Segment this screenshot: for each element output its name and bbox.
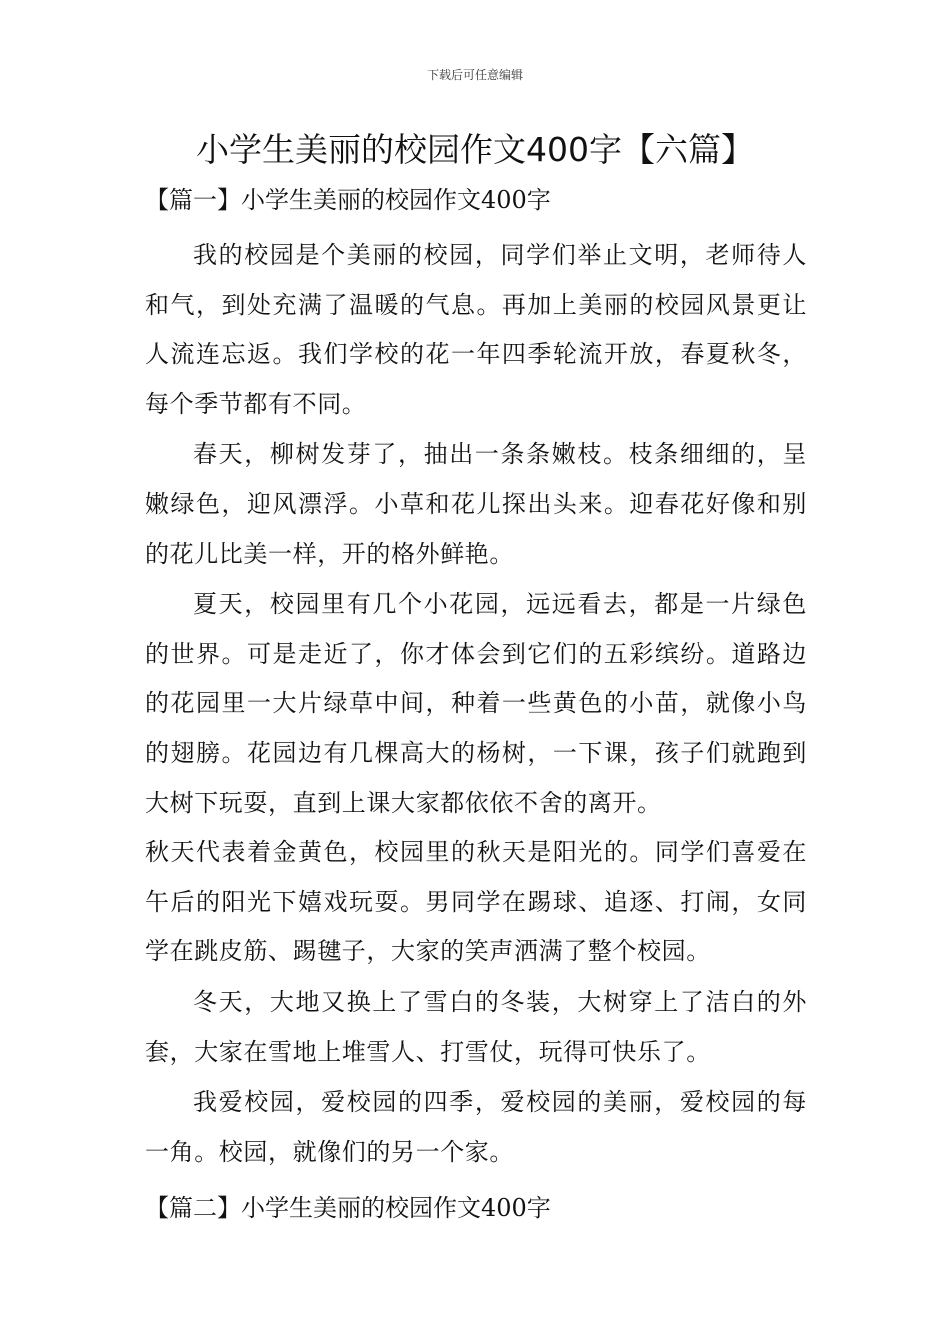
section-heading-1: 【篇一】小学生美丽的校园作文400字 bbox=[145, 186, 551, 214]
paragraph-5: 冬天，大地又换上了雪白的冬装，大树穿上了洁白的外套，大家在雪地上堆雪人、打雪仗，玩得可快乐了。 bbox=[145, 987, 807, 1066]
section-heading-2: 【篇二】小学生美丽的校园作文400字 bbox=[145, 1194, 551, 1223]
document-title: 小学生美丽的校园作文400字【六篇】 bbox=[196, 130, 754, 169]
document-body bbox=[145, 177, 807, 1231]
header-note: 下载后可任意编辑 bbox=[426, 68, 523, 82]
paragraph-6: 我爱校园，爱校园的四季，爱校园的美丽，爱校园的每一角。校园，就像们的另一个家。 bbox=[145, 1088, 807, 1166]
paragraph-3: 夏天，校园里有几个小花园，远远看去，都是一片绿色的世界。可是走近了，你才体会到它们的五彩缤纷。道路边的花园里一大片绿草中间，种着一些黄色的小苗，就像小鸟的翅膀。花园边有几棵高大的杨树，一下课，孩子们就跑到大树下玩耍，直到上课大家都依依不舍的离开。 bbox=[145, 590, 807, 817]
paragraph-1: 我的校园是个美丽的校园，同学们举止文明，老师待人和气，到处充满了温暖的气息。再加上美丽的校园风景更让人流连忘返。我们学校的花一年四季轮流开放，春夏秋冬，每个季节都有不同。 bbox=[145, 241, 807, 418]
paragraph-2: 春天，柳树发芽了，抽出一条条嫩枝。枝条细细的，呈嫩绿色，迎风漂浮。小草和花儿探出头来。迎春花好像和别的花儿比美一样，开的格外鲜艳。 bbox=[145, 440, 807, 568]
paragraph-4: 秋天代表着金黄色，校园里的秋天是阳光的。同学们喜爱在午后的阳光下嬉戏玩耍。男同学在踢球、追逐、打闹，女同学在跳皮筋、踢毽子，大家的笑声洒满了整个校园。 bbox=[145, 838, 807, 966]
